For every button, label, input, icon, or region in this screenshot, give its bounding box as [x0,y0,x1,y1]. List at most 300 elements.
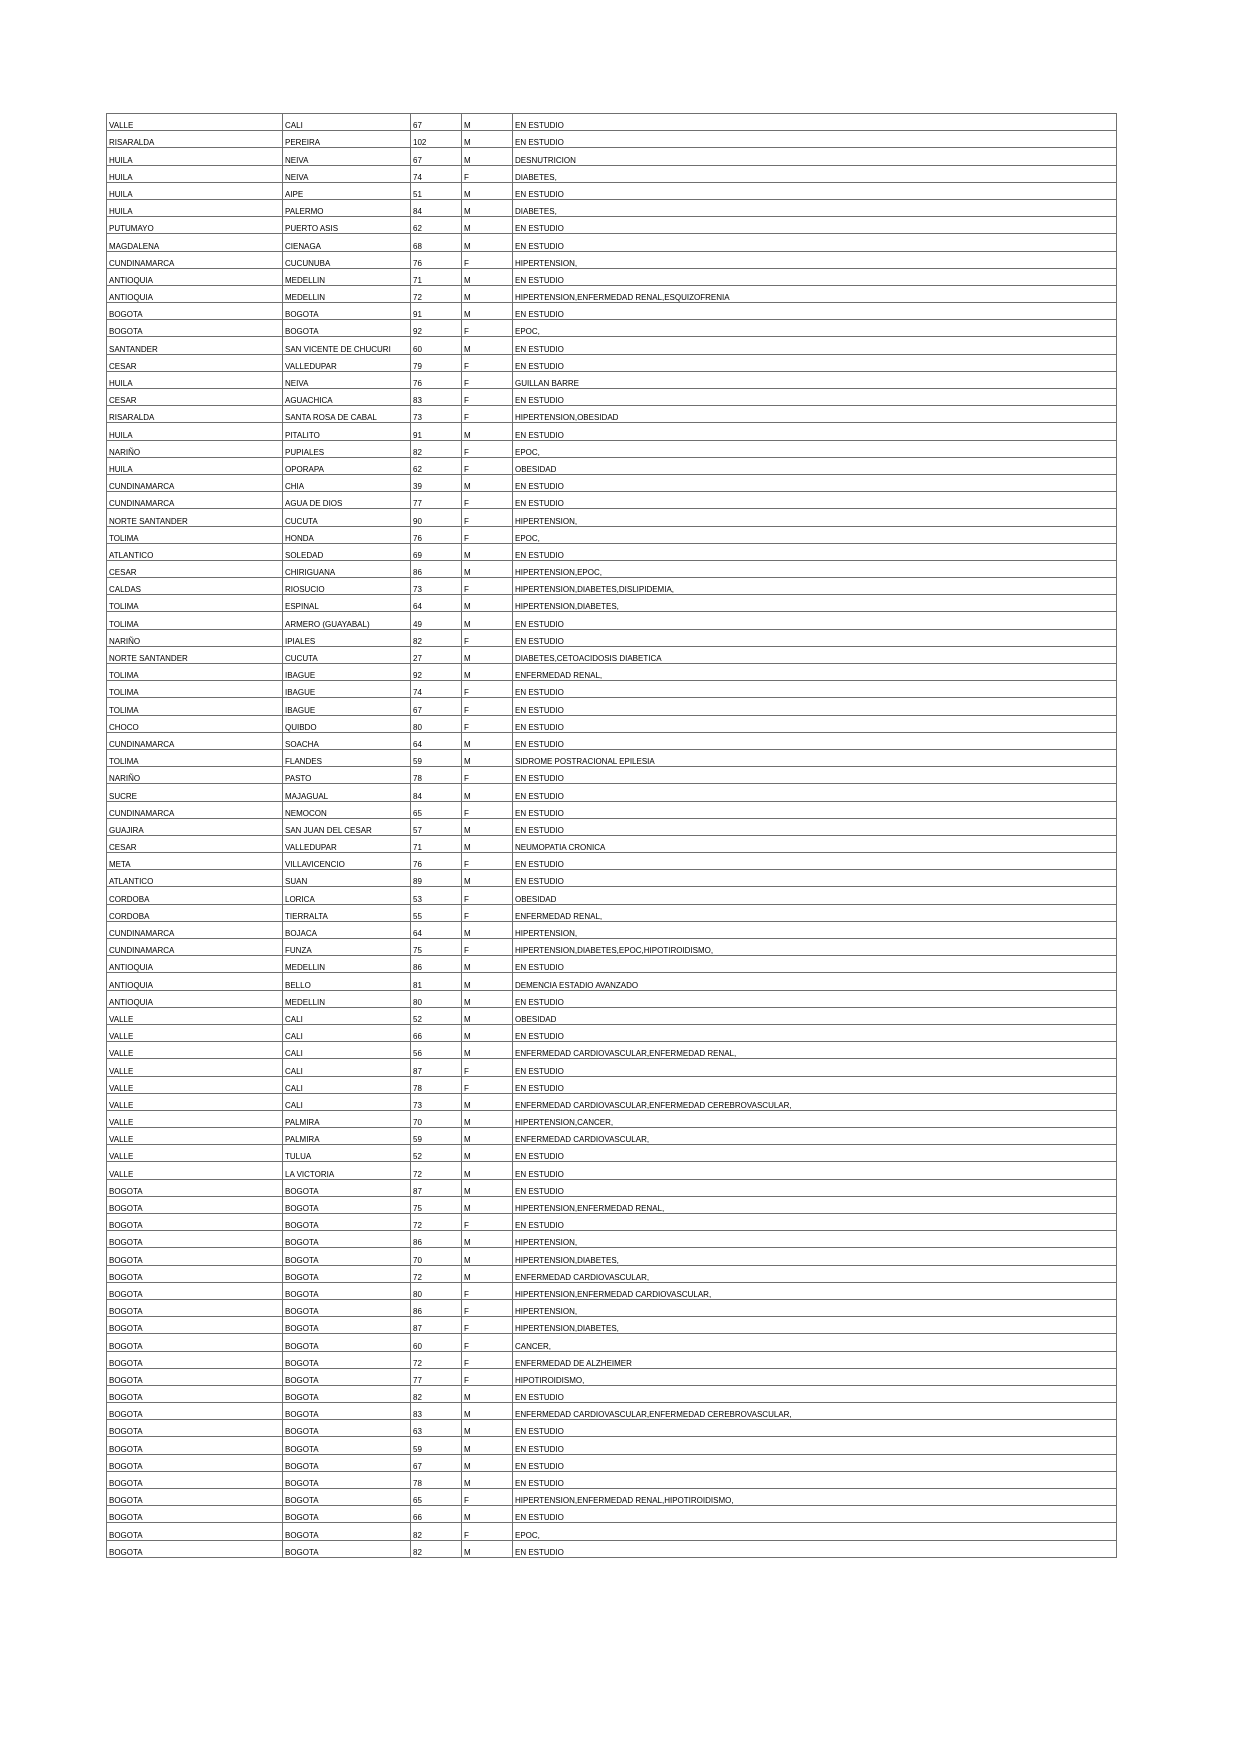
department-cell: BOGOTA [107,1454,283,1471]
department-cell: HUILA [107,371,283,388]
sex-cell: M [462,595,513,612]
sex-cell: M [462,1093,513,1110]
age-cell: 81 [411,973,462,990]
municipality-cell: SOACHA [283,732,411,749]
condition-cell: SIDROME POSTRACIONAL EPILESIA [513,749,1117,766]
sex-cell: M [462,1145,513,1162]
table-row [107,1317,1117,1334]
municipality-cell: CHIA [283,474,411,491]
table-row [107,595,1117,612]
department-cell: HUILA [107,457,283,474]
sex-cell: F [462,457,513,474]
age-cell: 65 [411,1489,462,1506]
sex-cell: M [462,1403,513,1420]
department-cell: BOGOTA [107,1196,283,1213]
sex-cell: F [462,354,513,371]
municipality-cell: BOGOTA [283,1368,411,1385]
department-cell: BOGOTA [107,1317,283,1334]
department-cell: BOGOTA [107,1489,283,1506]
table-row [107,1093,1117,1110]
condition-cell: EN ESTUDIO [513,801,1117,818]
age-cell: 65 [411,801,462,818]
sex-cell: M [462,114,513,131]
condition-cell: EN ESTUDIO [513,234,1117,251]
table-row [107,182,1117,199]
age-cell: 57 [411,818,462,835]
condition-cell: EN ESTUDIO [513,389,1117,406]
condition-cell: HIPERTENSION,ENFERMEDAD CARDIOVASCULAR, [513,1282,1117,1299]
municipality-cell: IBAGUE [283,698,411,715]
table-row [107,1007,1117,1024]
municipality-cell: SANTA ROSA DE CABAL [283,406,411,423]
department-cell: NARIÑO [107,767,283,784]
municipality-cell: SOLEDAD [283,543,411,560]
table-row [107,285,1117,302]
sex-cell: M [462,1128,513,1145]
department-cell: VALLE [107,1110,283,1127]
condition-cell: DESNUTRICION [513,148,1117,165]
sex-cell: M [462,337,513,354]
municipality-cell: HONDA [283,526,411,543]
sex-cell: M [462,1196,513,1213]
municipality-cell: BOGOTA [283,1179,411,1196]
department-cell: BOGOTA [107,1471,283,1488]
table-row [107,1110,1117,1127]
sex-cell: M [462,423,513,440]
sex-cell: M [462,749,513,766]
sex-cell: F [462,320,513,337]
age-cell: 71 [411,268,462,285]
age-cell: 72 [411,1265,462,1282]
age-cell: 79 [411,354,462,371]
age-cell: 74 [411,165,462,182]
condition-cell: EN ESTUDIO [513,492,1117,509]
sex-cell: F [462,509,513,526]
age-cell: 89 [411,870,462,887]
condition-cell: EN ESTUDIO [513,1076,1117,1093]
table-row [107,1282,1117,1299]
municipality-cell: TULUA [283,1145,411,1162]
sex-cell: M [462,1506,513,1523]
sex-cell: M [462,474,513,491]
table-row [107,1489,1117,1506]
table-row [107,1334,1117,1351]
sex-cell: F [462,853,513,870]
condition-cell: EN ESTUDIO [513,131,1117,148]
sex-cell: M [462,217,513,234]
municipality-cell: CALI [283,1059,411,1076]
condition-cell: EN ESTUDIO [513,303,1117,320]
department-cell: TOLIMA [107,612,283,629]
department-cell: BOGOTA [107,1540,283,1557]
municipality-cell: AIPE [283,182,411,199]
sex-cell: M [462,870,513,887]
condition-cell: EN ESTUDIO [513,629,1117,646]
condition-cell: HIPERTENSION,DIABETES, [513,1317,1117,1334]
municipality-cell: MEDELLIN [283,268,411,285]
sex-cell: F [462,904,513,921]
age-cell: 76 [411,853,462,870]
sex-cell: F [462,492,513,509]
table-row [107,818,1117,835]
department-cell: META [107,853,283,870]
table-row [107,1179,1117,1196]
condition-cell: ENFERMEDAD DE ALZHEIMER [513,1351,1117,1368]
municipality-cell: PALERMO [283,199,411,216]
condition-cell: HIPERTENSION,CANCER, [513,1110,1117,1127]
municipality-cell: BOGOTA [283,1265,411,1282]
municipality-cell: IBAGUE [283,664,411,681]
sex-cell: M [462,973,513,990]
table-row [107,1059,1117,1076]
condition-cell: HIPERTENSION,ENFERMEDAD RENAL,HIPOTIROIDISMO, [513,1489,1117,1506]
department-cell: NORTE SANTANDER [107,646,283,663]
municipality-cell: BOGOTA [283,1540,411,1557]
municipality-cell: PEREIRA [283,131,411,148]
department-cell: CUNDINAMARCA [107,801,283,818]
department-cell: BOGOTA [107,1368,283,1385]
age-cell: 53 [411,887,462,904]
municipality-cell: BOGOTA [283,1351,411,1368]
municipality-cell: BOJACA [283,921,411,938]
table-row [107,1403,1117,1420]
sex-cell: M [462,921,513,938]
condition-cell: EN ESTUDIO [513,1471,1117,1488]
sex-cell: M [462,1024,513,1041]
department-cell: CALDAS [107,578,283,595]
department-cell: HUILA [107,199,283,216]
sex-cell: F [462,887,513,904]
sex-cell: F [462,1299,513,1316]
age-cell: 82 [411,1385,462,1402]
municipality-cell: ARMERO (GUAYABAL) [283,612,411,629]
municipality-cell: MEDELLIN [283,285,411,302]
department-cell: SUCRE [107,784,283,801]
table-row [107,1506,1117,1523]
condition-cell: EPOC, [513,1523,1117,1540]
age-cell: 73 [411,406,462,423]
sex-cell: M [462,732,513,749]
department-cell: SANTANDER [107,337,283,354]
municipality-cell: LORICA [283,887,411,904]
table-row [107,251,1117,268]
department-cell: ATLANTICO [107,870,283,887]
department-cell: VALLE [107,1007,283,1024]
age-cell: 60 [411,337,462,354]
table-row [107,1299,1117,1316]
department-cell: BOGOTA [107,1282,283,1299]
table-row [107,681,1117,698]
municipality-cell: PITALITO [283,423,411,440]
sex-cell: F [462,801,513,818]
condition-cell: OBESIDAD [513,1007,1117,1024]
age-cell: 66 [411,1506,462,1523]
table-row [107,165,1117,182]
department-cell: BOGOTA [107,1351,283,1368]
sex-cell: F [462,371,513,388]
age-cell: 67 [411,114,462,131]
department-cell: NARIÑO [107,629,283,646]
age-cell: 72 [411,1214,462,1231]
table-row [107,457,1117,474]
age-cell: 86 [411,560,462,577]
condition-cell: DIABETES,CETOACIDOSIS DIABETICA [513,646,1117,663]
age-cell: 60 [411,1334,462,1351]
municipality-cell: BOGOTA [283,1523,411,1540]
municipality-cell: LA VICTORIA [283,1162,411,1179]
condition-cell: CANCER, [513,1334,1117,1351]
condition-cell: EN ESTUDIO [513,1024,1117,1041]
municipality-cell: CALI [283,114,411,131]
department-cell: BOGOTA [107,1437,283,1454]
condition-cell: EN ESTUDIO [513,1162,1117,1179]
condition-cell: DIABETES, [513,165,1117,182]
department-cell: CESAR [107,560,283,577]
table-row [107,148,1117,165]
sex-cell: M [462,1471,513,1488]
age-cell: 51 [411,182,462,199]
sex-cell: F [462,767,513,784]
table-row [107,474,1117,491]
age-cell: 82 [411,440,462,457]
municipality-cell: QUIBDO [283,715,411,732]
sex-cell: M [462,1265,513,1282]
age-cell: 71 [411,835,462,852]
condition-cell: EN ESTUDIO [513,870,1117,887]
municipality-cell: VALLEDUPAR [283,835,411,852]
condition-cell: HIPERTENSION,OBESIDAD [513,406,1117,423]
condition-cell: EN ESTUDIO [513,1437,1117,1454]
condition-cell: HIPERTENSION, [513,251,1117,268]
age-cell: 92 [411,664,462,681]
municipality-cell: AGUA DE DIOS [283,492,411,509]
table-row [107,870,1117,887]
age-cell: 92 [411,320,462,337]
sex-cell: F [462,1214,513,1231]
age-cell: 82 [411,1523,462,1540]
condition-cell: HIPERTENSION,EPOC, [513,560,1117,577]
department-cell: GUAJIRA [107,818,283,835]
age-cell: 73 [411,578,462,595]
department-cell: HUILA [107,165,283,182]
table-row [107,440,1117,457]
municipality-cell: BOGOTA [283,1454,411,1471]
sex-cell: M [462,612,513,629]
sex-cell: F [462,526,513,543]
department-cell: BOGOTA [107,1214,283,1231]
table-row [107,114,1117,131]
department-cell: BOGOTA [107,1265,283,1282]
department-cell: RISARALDA [107,131,283,148]
municipality-cell: CIENAGA [283,234,411,251]
age-cell: 91 [411,303,462,320]
age-cell: 67 [411,1454,462,1471]
sex-cell: M [462,1454,513,1471]
data-table [106,113,1117,1558]
condition-cell: EN ESTUDIO [513,956,1117,973]
condition-cell: EN ESTUDIO [513,354,1117,371]
table-row [107,560,1117,577]
table-row [107,939,1117,956]
age-cell: 77 [411,1368,462,1385]
department-cell: ANTIOQUIA [107,268,283,285]
age-cell: 82 [411,629,462,646]
table-row [107,406,1117,423]
table-row [107,320,1117,337]
table-row [107,1076,1117,1093]
table-row [107,1231,1117,1248]
condition-cell: ENFERMEDAD CARDIOVASCULAR,ENFERMEDAD CEREBROVASCULAR, [513,1403,1117,1420]
condition-cell: HIPERTENSION, [513,1231,1117,1248]
condition-cell: EN ESTUDIO [513,182,1117,199]
municipality-cell: CALI [283,1093,411,1110]
condition-cell: HIPERTENSION, [513,509,1117,526]
department-cell: VALLE [107,1024,283,1041]
table-row [107,543,1117,560]
age-cell: 86 [411,956,462,973]
department-cell: NORTE SANTANDER [107,509,283,526]
municipality-cell: IPIALES [283,629,411,646]
table-row [107,1214,1117,1231]
age-cell: 62 [411,217,462,234]
department-cell: TOLIMA [107,526,283,543]
table-row [107,371,1117,388]
condition-cell: EN ESTUDIO [513,337,1117,354]
department-cell: HUILA [107,148,283,165]
municipality-cell: BOGOTA [283,1471,411,1488]
sex-cell: M [462,1231,513,1248]
municipality-cell: ESPINAL [283,595,411,612]
age-cell: 59 [411,749,462,766]
municipality-cell: AGUACHICA [283,389,411,406]
age-cell: 63 [411,1420,462,1437]
department-cell: VALLE [107,1076,283,1093]
municipality-cell: CALI [283,1042,411,1059]
table-row [107,423,1117,440]
age-cell: 87 [411,1317,462,1334]
sex-cell: M [462,543,513,560]
municipality-cell: VILLAVICENCIO [283,853,411,870]
table-row [107,1385,1117,1402]
table-row [107,337,1117,354]
department-cell: TOLIMA [107,698,283,715]
department-cell: VALLE [107,1145,283,1162]
condition-cell: EN ESTUDIO [513,1145,1117,1162]
sex-cell: M [462,664,513,681]
municipality-cell: BOGOTA [283,1403,411,1420]
department-cell: BOGOTA [107,303,283,320]
table-row [107,715,1117,732]
municipality-cell: CHIRIGUANA [283,560,411,577]
condition-cell: EN ESTUDIO [513,1179,1117,1196]
age-cell: 83 [411,389,462,406]
table-row [107,853,1117,870]
department-cell: ATLANTICO [107,543,283,560]
age-cell: 90 [411,509,462,526]
condition-cell: EN ESTUDIO [513,1454,1117,1471]
table-row [107,784,1117,801]
department-cell: BOGOTA [107,1299,283,1316]
age-cell: 74 [411,681,462,698]
table-row [107,921,1117,938]
table-row [107,1024,1117,1041]
department-cell: PUTUMAYO [107,217,283,234]
condition-cell: EN ESTUDIO [513,818,1117,835]
age-cell: 27 [411,646,462,663]
municipality-cell: NEIVA [283,371,411,388]
municipality-cell: FLANDES [283,749,411,766]
municipality-cell: MAJAGUAL [283,784,411,801]
municipality-cell: BOGOTA [283,1196,411,1213]
department-cell: CUNDINAMARCA [107,492,283,509]
age-cell: 52 [411,1007,462,1024]
department-cell: RISARALDA [107,406,283,423]
municipality-cell: TIERRALTA [283,904,411,921]
sex-cell: F [462,1523,513,1540]
municipality-cell: CUCUTA [283,509,411,526]
age-cell: 72 [411,285,462,302]
table-row [107,1162,1117,1179]
table-row [107,732,1117,749]
department-cell: CUNDINAMARCA [107,921,283,938]
department-cell: HUILA [107,182,283,199]
department-cell: VALLE [107,1093,283,1110]
department-cell: ANTIOQUIA [107,285,283,302]
condition-cell: GUILLAN BARRE [513,371,1117,388]
sex-cell: M [462,990,513,1007]
sex-cell: M [462,268,513,285]
condition-cell: EN ESTUDIO [513,1214,1117,1231]
department-cell: ANTIOQUIA [107,956,283,973]
age-cell: 76 [411,526,462,543]
department-cell: BOGOTA [107,1179,283,1196]
municipality-cell: PUPIALES [283,440,411,457]
municipality-cell: NEMOCON [283,801,411,818]
sex-cell: F [462,715,513,732]
municipality-cell: PASTO [283,767,411,784]
sex-cell: F [462,578,513,595]
condition-cell: ENFERMEDAD CARDIOVASCULAR,ENFERMEDAD RENAL, [513,1042,1117,1059]
age-cell: 78 [411,1076,462,1093]
department-cell: VALLE [107,1162,283,1179]
table-row [107,1368,1117,1385]
age-cell: 64 [411,732,462,749]
municipality-cell: BOGOTA [283,1248,411,1265]
table-row [107,1196,1117,1213]
condition-cell: HIPERTENSION,DIABETES,DISLIPIDEMIA, [513,578,1117,595]
table-row [107,698,1117,715]
age-cell: 80 [411,990,462,1007]
municipality-cell: FUNZA [283,939,411,956]
table-row [107,904,1117,921]
condition-cell: HIPOTIROIDISMO, [513,1368,1117,1385]
municipality-cell: BELLO [283,973,411,990]
age-cell: 55 [411,904,462,921]
sex-cell: F [462,1059,513,1076]
table-row [107,492,1117,509]
sex-cell: F [462,629,513,646]
table-row [107,990,1117,1007]
age-cell: 84 [411,784,462,801]
table-body [107,114,1117,1558]
condition-cell: EN ESTUDIO [513,1540,1117,1557]
table-row [107,303,1117,320]
sex-cell: M [462,182,513,199]
condition-cell: EPOC, [513,320,1117,337]
age-cell: 82 [411,1540,462,1557]
department-cell: BOGOTA [107,1523,283,1540]
municipality-cell: BOGOTA [283,1489,411,1506]
